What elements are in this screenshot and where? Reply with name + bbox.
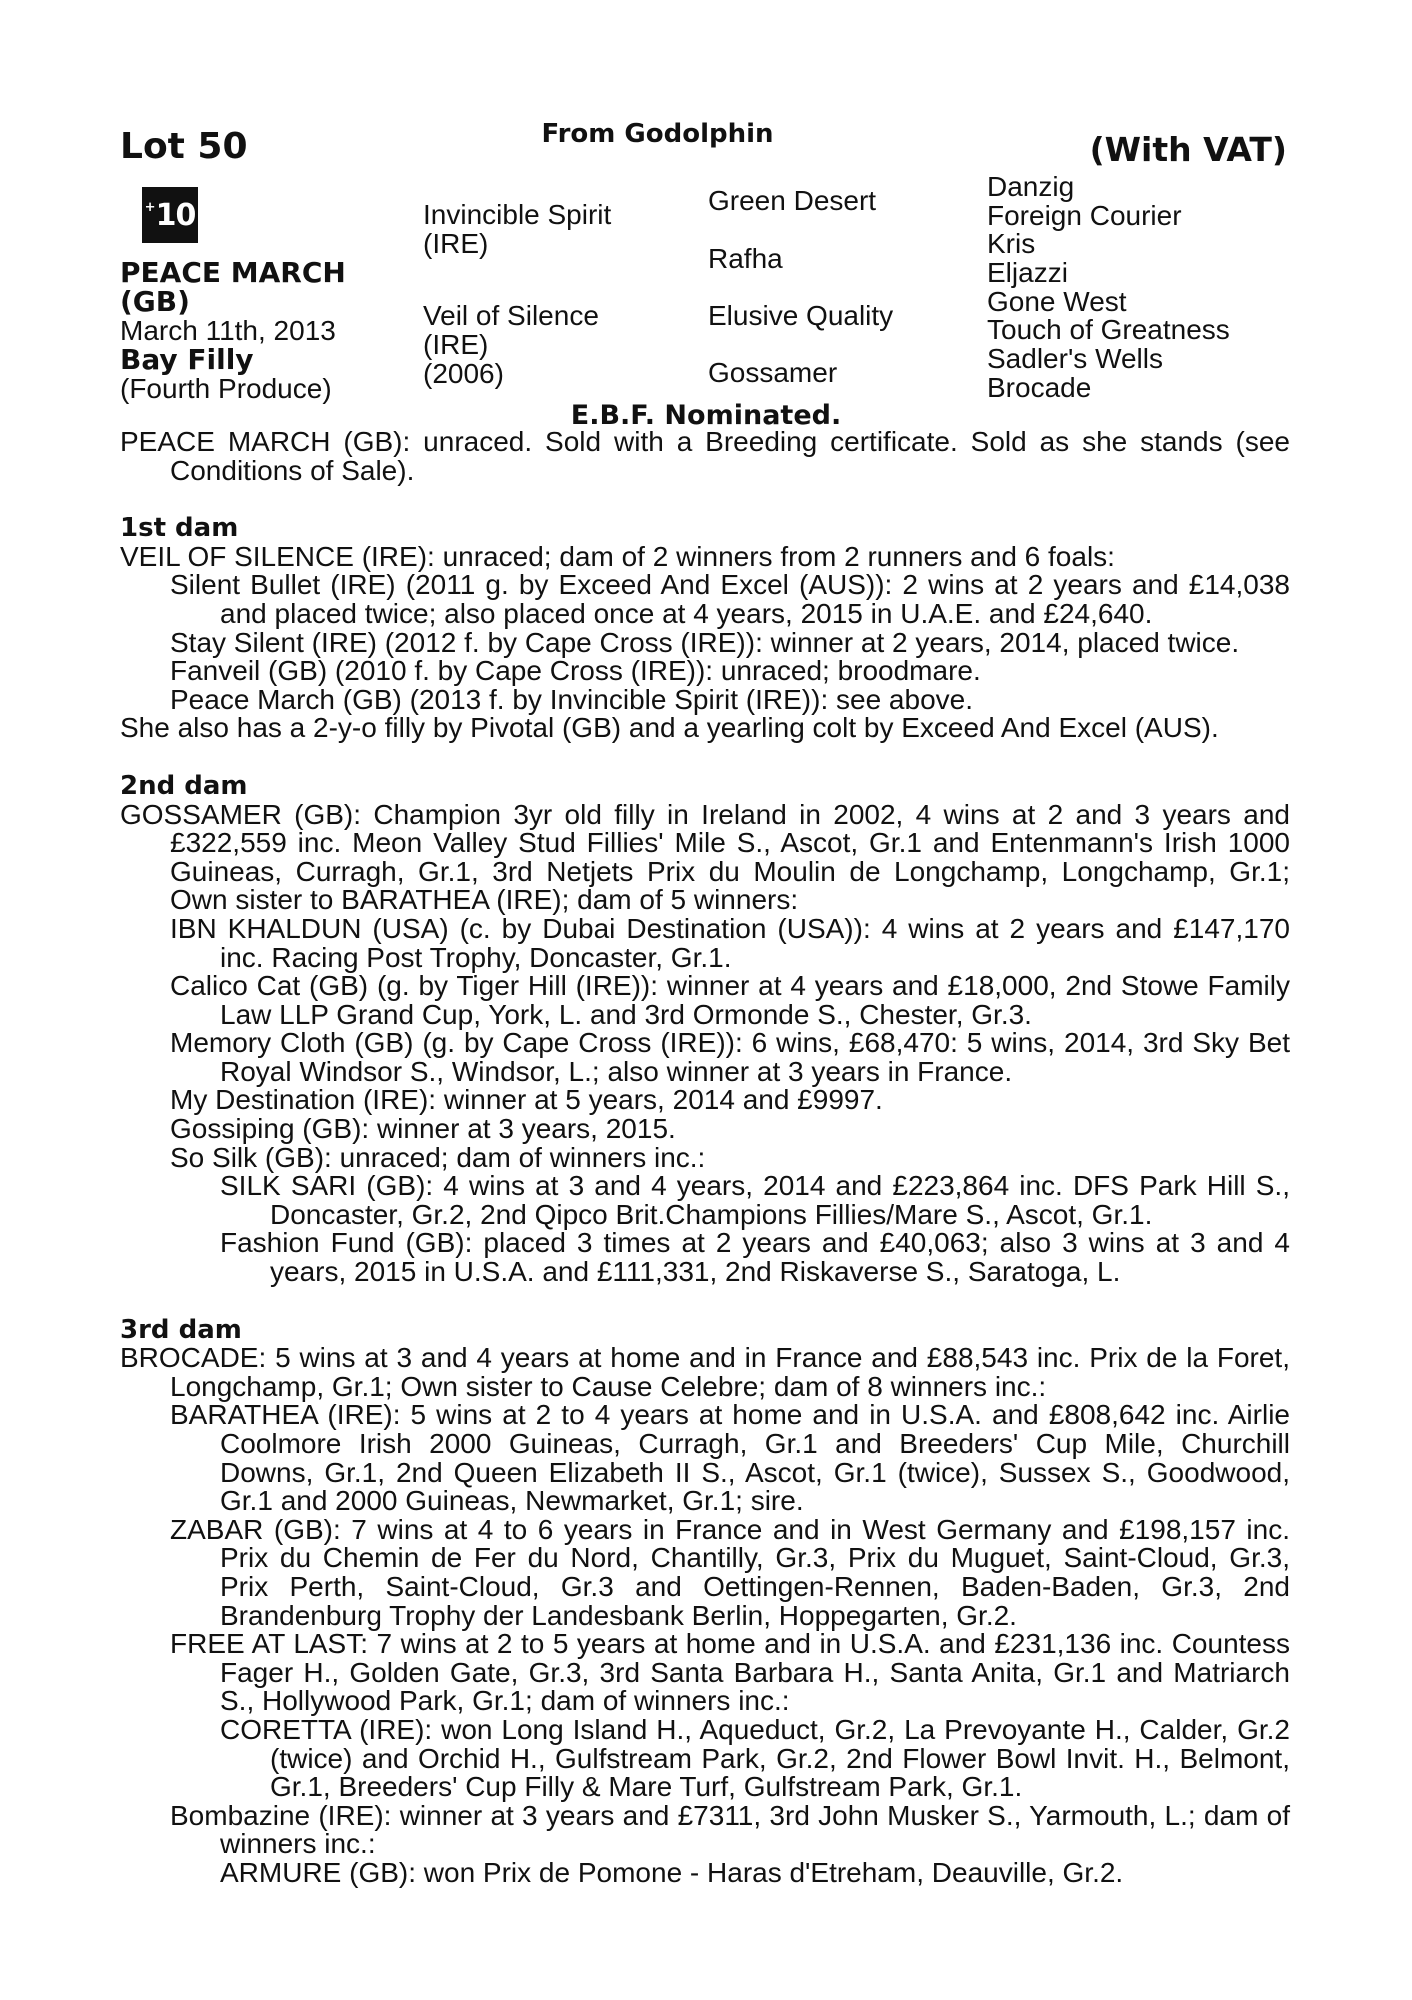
second-dam-line: GOSSAMER (GB): Champion 3yr old filly in Ireland in 2002, 4 wins at 2 and 3 years and £322,559 inc. Meon Valley Stud Fillies' Mile S., Ascot, Gr.1 and Entenmann's Irish 1000 Guineas, Curragh, Gr.1, 3rd Netjets Prix du Moulin de Longchamp, Longchamp, Gr.1; Own sister to BARATHEA (IRE); dam of 5 winners: (120, 798, 1290, 916)
vat-status: (With VAT) (1089, 130, 1287, 169)
badge-number: 10 (155, 197, 196, 233)
pedigree-dam-dam: Gossamer (708, 357, 838, 388)
sire-country: (IRE) (423, 228, 489, 259)
pedigree-sire-dam: Rafha (708, 243, 783, 274)
pedigree-g3-5: Gone West (987, 286, 1127, 317)
horse-name: PEACE MARCH (120, 256, 346, 289)
grand-produce-entry: SILK SARI (GB): 4 wins at 3 and 4 years, 2014 and £223,864 inc. DFS Park Hill S., Doncaster, Gr.2, 2nd Qipco Brit.Champions Fillies/Mare S., Ascot, Gr.1. (220, 1170, 1290, 1230)
produce-entry: Stay Silent (IRE) (2012 f. by Cape Cross (IRE)): winner at 2 years, 2014, placed twice. (170, 626, 1240, 658)
produce-entry: FREE AT LAST: 7 wins at 2 to 5 years at home and in U.S.A. and £231,136 inc. Countess Fager H., Golden Gate, Gr.3, 3rd Santa Barbara H., Santa Anita, Gr.1 and Matriarch S., Hollywood Park, Gr.1; dam of winners inc.: (170, 1628, 1290, 1717)
grand-produce-entry: CORETTA (IRE): won Long Island H., Aqueduct, Gr.2, La Prevoyante H., Calder, Gr.2 (twice) and Orchid H., Gulfstream Park, Gr.2, 2nd Flower Bowl Invit. H., Belmont, Gr.1, Breeders' Cup Filly & Mare Turf, Gulfstream Park, Gr.1. (220, 1713, 1290, 1803)
pedigree-g3-7: Sadler's Wells (987, 343, 1163, 374)
pedigree-dam-sire: Elusive Quality (708, 300, 894, 331)
first-dam-line: VEIL OF SILENCE (IRE): unraced; dam of 2 winners from 2 runners and 6 foals: (120, 540, 1115, 572)
foaling-date: March 11th, 2013 (120, 315, 336, 346)
ebf-status: E.B.F. Nominated. (570, 400, 842, 431)
first-dam-heading: 1st dam (120, 513, 239, 544)
pedigree-sire-sire: Green Desert (708, 185, 877, 216)
pedigree-g3-6: Touch of Greatness (987, 314, 1230, 345)
produce-entry: IBN KHALDUN (USA) (c. by Dubai Destination (USA)): 4 wins at 2 years and £147,170 inc. Racing Post Trophy, Doncaster, Gr.1. (170, 912, 1290, 973)
produce-note: She also has a 2-y-o filly by Pivotal (GB) and a yearling colt by Exceed And Excel (AUS). (120, 712, 1219, 744)
colour-sex: Bay Filly (120, 343, 254, 376)
pedigree-g3-8: Brocade (987, 372, 1092, 403)
produce-entry: My Destination (IRE): winner at 5 years, 2014 and £9997. (170, 1084, 883, 1116)
horse-country: (GB) (120, 285, 190, 318)
produce-entry: BARATHEA (IRE): 5 wins at 2 to 4 years at home and in U.S.A. and £808,642 inc. Airlie Coolmore Irish 2000 Guineas, Curragh, Gr.1 and Breeders' Cup Mile, Churchill Downs, Gr.1, 2nd Queen Elizabeth II S., Ascot, Gr.1 (twice), Sussex S., Goodwood, Gr.1 and 2000 Guineas, Newmarket, Gr.1; sire. (170, 1399, 1290, 1517)
produce-entry: Calico Cat (GB) (g. by Tiger Hill (IRE)): winner at 4 years and £18,000, 2nd Stowe Family Law LLP Grand Cup, York, L. and 3rd Ormonde S., Chester, Gr.3. (170, 970, 1290, 1030)
dam-country: (IRE) (423, 329, 489, 360)
third-dam-heading: 3rd dam (120, 1314, 242, 1345)
pedigree-g3-2: Foreign Courier (987, 200, 1182, 231)
pedigree-g3-1: Danzig (987, 171, 1075, 202)
horse-summary: PEACE MARCH (GB): unraced. Sold with a Breeding certificate. Sold as she stands (see Conditions of Sale). (120, 426, 1290, 486)
produce-entry: Gossiping (GB): winner at 3 years, 2015. (170, 1113, 676, 1145)
produce-entry: Bombazine (IRE): winner at 3 years and £7311, 3rd John Musker S., Yarmouth, L.; dam of winners inc.: (170, 1799, 1290, 1860)
horse-info (120, 258, 380, 403)
catalogue-badge-icon (142, 187, 198, 243)
pedigree-dam (423, 301, 653, 388)
dam-name: Veil of Silence (423, 300, 599, 331)
produce-entry: Fanveil (GB) (2010 f. by Cape Cross (IRE)): unraced; broodmare. (170, 655, 981, 687)
sire-name: Invincible Spirit (423, 199, 612, 230)
badge-plus: + (144, 199, 155, 215)
grand-produce-entry: ARMURE (GB): won Prix de Pomone - Haras d'Etreham, Deauville, Gr.2. (220, 1856, 1124, 1888)
pedigree-g3-4: Eljazzi (987, 257, 1068, 288)
dam-year: (2006) (423, 358, 504, 389)
produce-entry: So Silk (GB): unraced; dam of winners inc.: (170, 1141, 706, 1173)
produce-entry: Silent Bullet (IRE) (2011 g. by Exceed And Excel (AUS)): 2 wins at 2 years and £14,038 and placed twice; also placed once at 4 years, 2015 in U.A.E. and £24,640. (170, 569, 1290, 629)
third-dam-line: BROCADE: 5 wins at 3 and 4 years at home and in France and £88,543 inc. Prix de la Foret, Longchamp, Gr.1; Own sister to Cause Celebre; dam of 8 winners inc.: (120, 1342, 1290, 1402)
pedigree-sire (423, 200, 653, 258)
pedigree-g3-3: Kris (987, 228, 1036, 259)
lot-number: Lot 50 (120, 126, 248, 167)
produce-entry: Memory Cloth (GB) (g. by Cape Cross (IRE)): 6 wins, £68,470: 5 wins, 2014, 3rd Sky Bet Royal Windsor S., Windsor, L.; also winner at 3 years in France. (170, 1027, 1290, 1087)
produce-entry: ZABAR (GB): 7 wins at 4 to 6 years in France and in West Germany and £198,157 inc. Prix du Chemin de Fer du Nord, Chantilly, Gr.3, Prix du Muguet, Saint-Cloud, Gr.3, Prix Perth, Saint-Cloud, Gr.3 and Oettingen-Rennen, Baden-Baden, Gr.3, 2nd Brandenburg Trophy der Landesbank Berlin, Hoppegarten, Gr.2. (170, 1513, 1290, 1631)
second-dam-heading: 2nd dam (120, 770, 248, 801)
grand-produce-entry: Fashion Fund (GB): placed 3 times at 2 years and £40,063; also 3 wins at 3 and 4 years, 2015 in U.S.A. and £111,331, 2nd Riskaverse S., Saratoga, L. (220, 1227, 1290, 1288)
produce-number: (Fourth Produce) (120, 373, 332, 404)
vendor-label: From Godolphin (541, 119, 774, 149)
produce-entry: Peace March (GB) (2013 f. by Invincible Spirit (IRE)): see above. (170, 683, 973, 715)
catalogue-body (120, 428, 1290, 1888)
